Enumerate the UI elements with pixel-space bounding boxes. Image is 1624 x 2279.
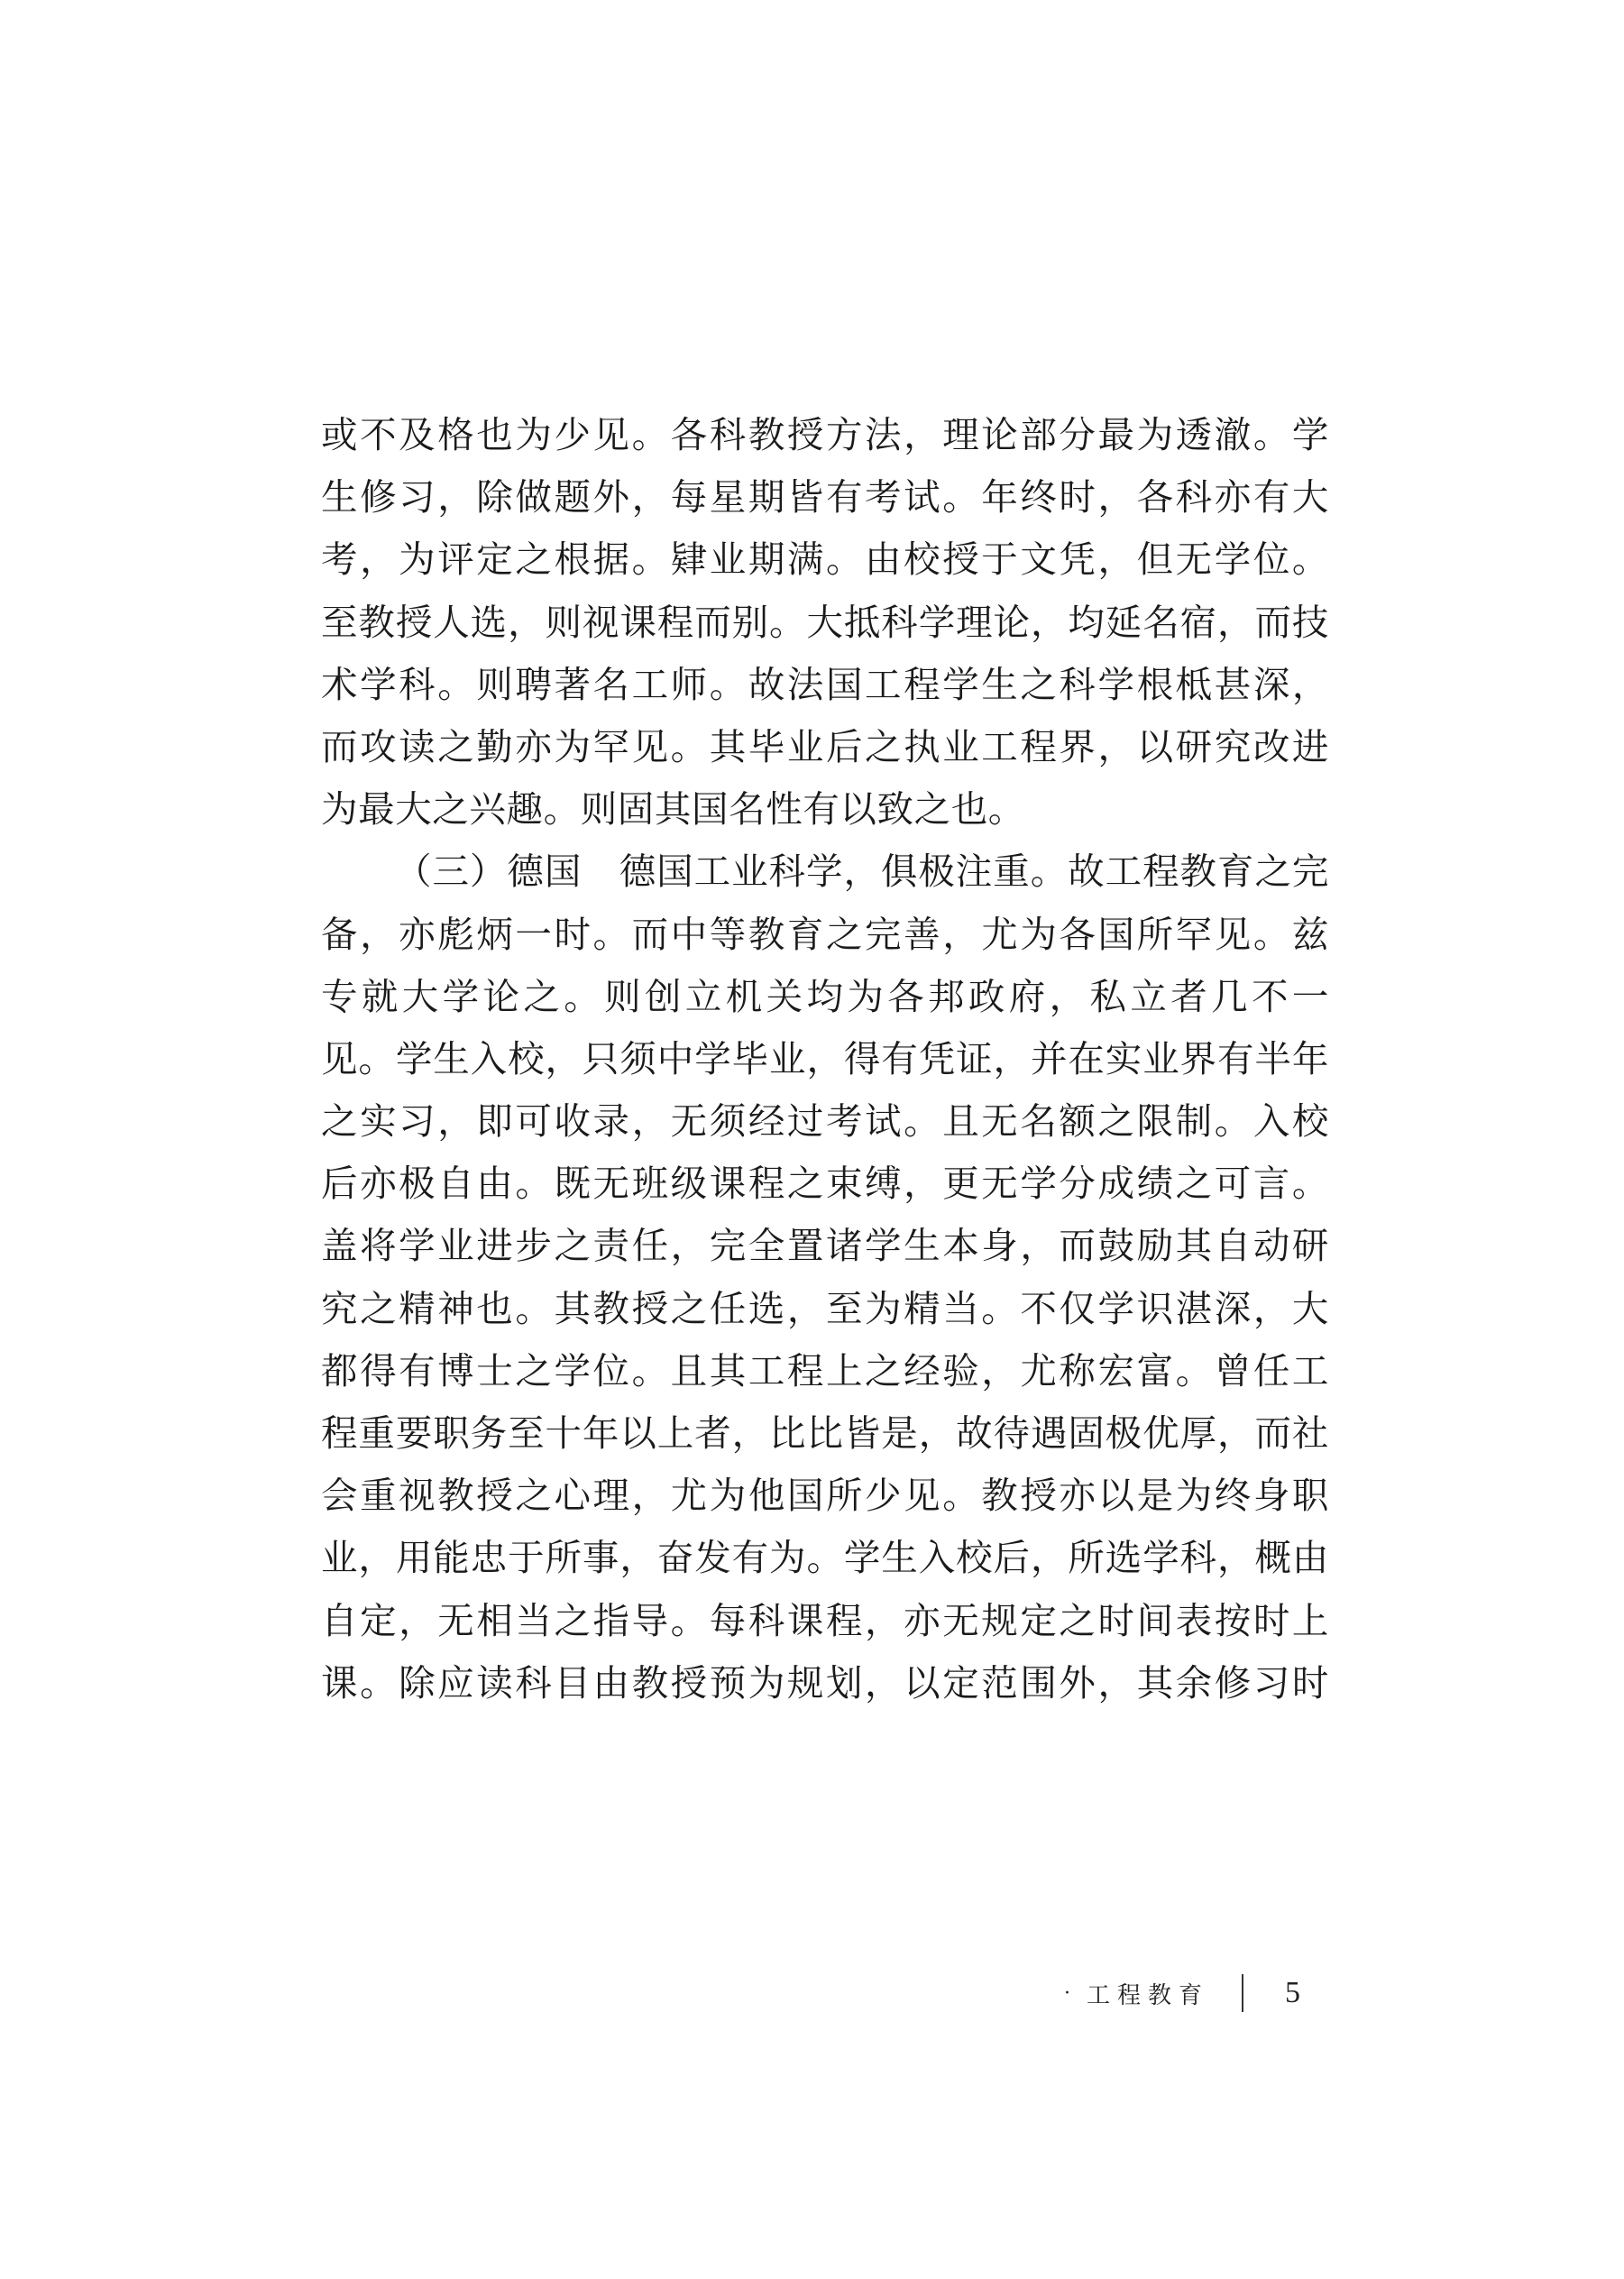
section-heading-line: （三）德国 德国工业科学，俱极注重。故工程教育之完 [395,850,1329,894]
text-line: 术学科。则聘著名工师。故法国工程学生之科学根柢甚深， [321,662,1329,706]
page-number: 5 [1285,1976,1301,2009]
text-line: 之实习，即可收录，无须经过考试。且无名额之限制。入校 [321,1099,1329,1144]
text-line: 而攻读之勤亦为罕见。其毕业后之执业工程界，以研究改进 [321,724,1329,768]
text-line: 究之精神也。其教授之任选，至为精当。不仅学识湛深，大 [321,1286,1329,1330]
text-line: 见。学生入校，只须中学毕业，得有凭证，并在实业界有半年 [321,1036,1329,1080]
text-line: 业，用能忠于所事，奋发有为。学生入校后，所选学科，概由 [321,1536,1329,1580]
text-line: 课。除应读科目由教授预为规划，以定范围外，其余修习时 [321,1660,1329,1705]
text-line: 都得有博士之学位。且其工程上之经验，尤称宏富。曾任工 [321,1348,1329,1392]
text-line: 后亦极自由。既无班级课程之束缚，更无学分成绩之可言。 [321,1162,1329,1206]
footer-divider [1242,1974,1243,2012]
text-line: 备，亦彪炳一时。而中等教育之完善，尤为各国所罕见。兹 [321,912,1329,956]
body-text [321,408,1329,1718]
text-line: 考，为评定之根据。肄业期满。由校授于文凭，但无学位。 [321,538,1329,582]
text-line: 盖将学业进步之责任，完全置诸学生本身，而鼓励其自动研 [321,1224,1329,1268]
text-line: 专就大学论之。则创立机关均为各邦政府，私立者几不一 [321,974,1329,1018]
text-line: 会重视教授之心理，尤为他国所少见。教授亦以是为终身职 [321,1474,1329,1518]
bullet-dot: · [1064,1981,1070,2005]
text-line: 为最大之兴趣。则固其国名性有以致之也。 [321,787,1025,832]
text-line: 自定，无相当之指导。每科课程，亦无规定之时间表按时上 [321,1598,1329,1642]
page-footer [1064,1971,1300,2016]
text-line: 至教授人选，则视课程而别。大抵科学理论，均延名宿，而技 [321,600,1329,644]
text-line: 或不及格也为少见。各科教授方法，理论部分最为透澈。学 [321,413,1329,456]
running-title: 工程教育 [1087,1981,1210,2009]
text-line: 程重要职务至十年以上者，比比皆是，故待遇固极优厚，而社 [321,1411,1329,1455]
text-line: 生修习，除做题外，每星期皆有考试。年终时，各科亦有大 [321,475,1329,519]
